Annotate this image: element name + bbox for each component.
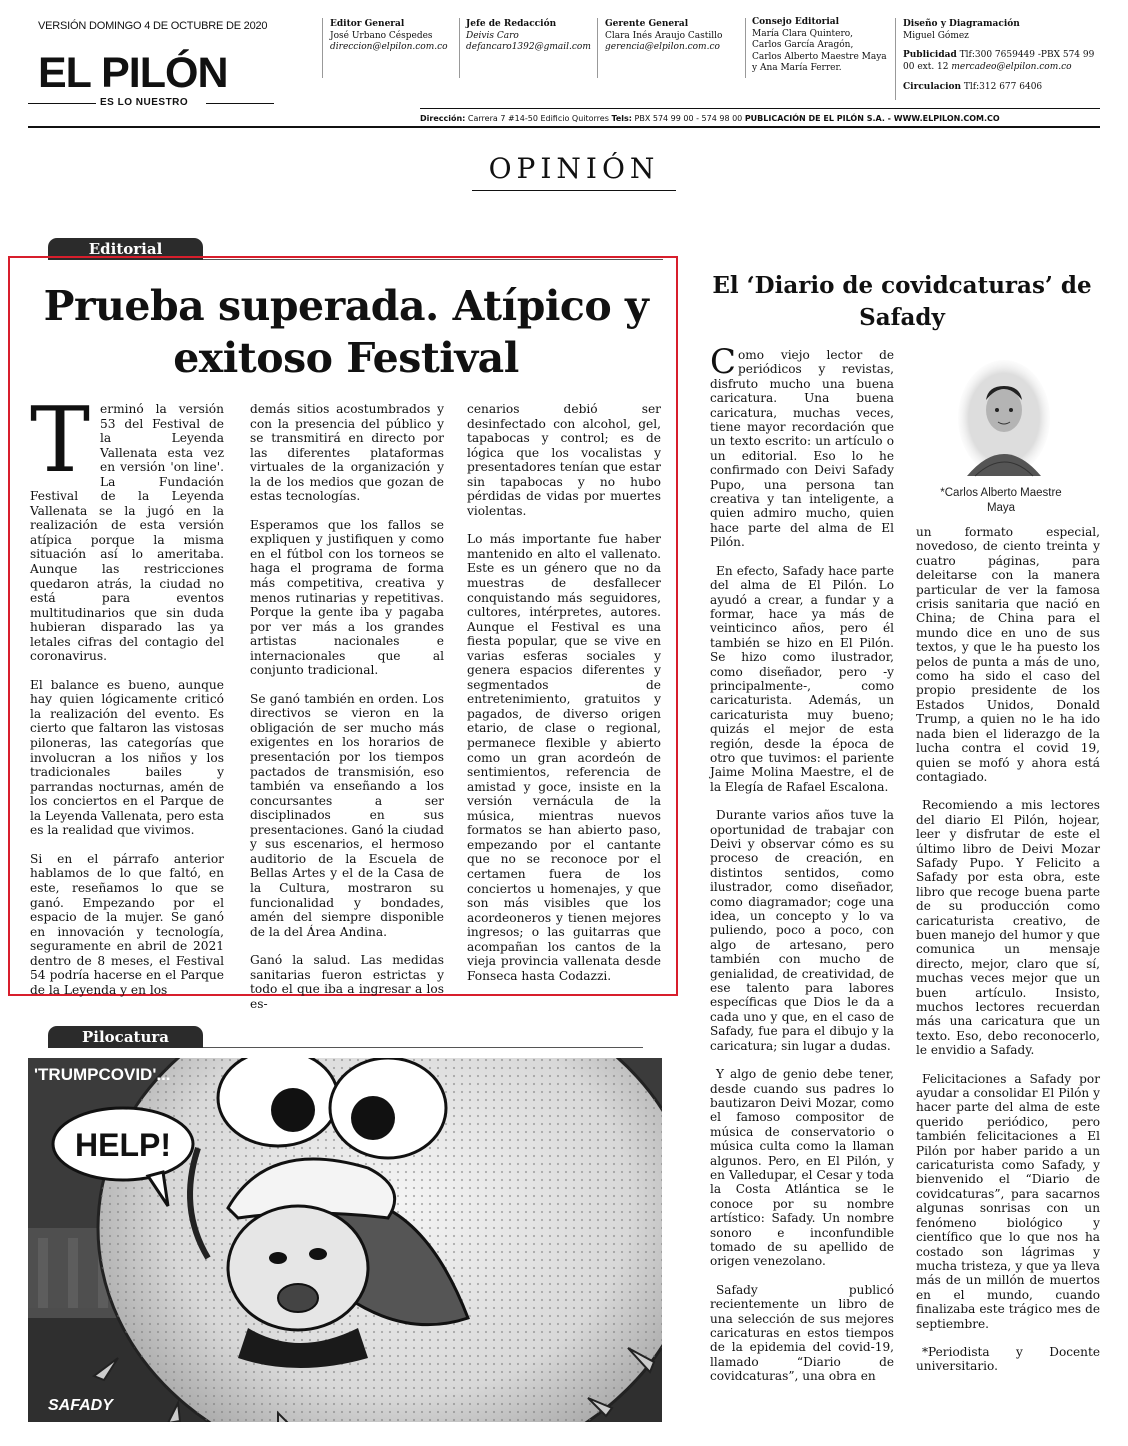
paragraph-text: omo viejo lector de periódicos y revistas, disfruto mucho una buena caricatura. Una buena caricatura, muchas veces, tiene mayor recordación que un texto escrito: un artículo o un editorial. Eso lo he confirmado con Deivi Safady Pupo, una persona tan creativa y tan inteligente, a quien admiro mucho, quien hace parte del alma de El Pilón. <box>710 348 894 550</box>
staff-role: Consejo Editorial <box>752 17 840 27</box>
cartoon-illustration <box>28 1058 662 1422</box>
staff-name: Miguel Gómez <box>903 30 969 41</box>
staff-email[interactable]: direccion@elpilon.com.co <box>330 42 448 52</box>
cartoon-tab-line <box>203 1047 643 1048</box>
slogan: ES LO NUESTRO <box>100 97 189 108</box>
staff-role: Gerente General <box>605 19 689 29</box>
author-caption-name: *Carlos Alberto Maestre <box>940 487 1062 499</box>
staff-divider <box>745 18 746 78</box>
publicidad-label: Publicidad <box>903 50 957 60</box>
staff-manager <box>605 19 745 54</box>
editorial-headline: Prueba superada. Atípico y exitoso Festival <box>43 282 649 382</box>
newspaper-logo[interactable]: EL PILÓN <box>38 49 228 97</box>
paragraph: cenarios debió ser desinfectado con alcohol, gel, tapabocas y control; es de lógica que los vocalistas y presentadores tenían que estar sin tapabocas y no hubo pérdidas de vidas por muertes violentas. <box>467 402 661 518</box>
address-text: Carrera 7 #14-50 Edificio Quitorres <box>467 114 609 123</box>
column-text-left <box>710 342 894 1398</box>
paragraph: Lo más importante fue haber mantenido en alto el vallenato. Este es un género que no da muestras de desfallecer conquistando más seguidores, cultores, intérpretes, autores. Aunque el Festival es una fiesta popular, que se vive en varias esferas sociales y genera espacios diferentes y segmentados de entretenimiento, gratuitos y pagados, de diverso origen etario, de clase o regional, permanece flexible y abierto como un gran acordeón de sentimientos, referencia de amistad y goce, insiste en la versión vernácula de la música, mientras nuevos formatos se han abierto paso, empezando por el cantante que no se reconoce por el certamen fuera de los conciertos u homenajes, y que son más visibles que los acordeoneros y tienen mejores ingresos; o las guitarras que acompañan los cantos de la vieja provincia vallenata desde Fonseca hasta Codazzi. <box>467 532 661 983</box>
cartoonist-signature: SAFADY <box>48 1397 113 1414</box>
editorial-column-1 <box>30 388 224 1011</box>
staff-name: José Urbano Céspedes <box>330 30 433 41</box>
help-bubble-text: HELP! <box>75 1127 171 1163</box>
tels-label: Tels: <box>611 114 632 123</box>
drop-cap: C <box>710 342 737 382</box>
staff-board <box>752 17 897 75</box>
staff-divider <box>459 18 460 78</box>
staff-name: y Ana María Ferrer. <box>752 63 842 73</box>
logo-rule-right <box>206 103 274 104</box>
staff-name: María Clara Quintero, <box>752 28 854 39</box>
staff-name: Clara Inés Araujo Castillo <box>605 30 723 41</box>
publicidad-text: Tlf:300 7659449 -PBX 574 99 00 ext. 12 <box>903 50 1095 72</box>
cartoon-tab: Pilocatura <box>48 1026 203 1048</box>
circulacion-text: Tlf:312 677 6406 <box>963 82 1043 92</box>
section-title-rule <box>472 190 676 191</box>
trumpcovid-cartoon[interactable] <box>28 1058 662 1422</box>
staff-divider <box>597 18 598 78</box>
author-caption-surname: Maya <box>986 502 1016 514</box>
paragraph: Felicitaciones a Safady por ayudar a consolidar El Pilón y hacer parte del alma de este querido periódico, pero también felicitaciones a El Pilón por haber parido a un caricaturista como Safady, y bienvenido el “Diario de covidcaturas”, para sacarnos algunas sonrisas con un fenómeno biológico y científico que lo que nos ha costado son lágrimas y mucha tristeza, y que ya lleva más de un millón de muertos en el mundo, cuando finalizaba este trágico mes de septiembre. <box>916 1071 1100 1331</box>
author-photo <box>957 358 1051 478</box>
staff-role: Editor General <box>330 19 405 29</box>
edition-date: VERSIÓN DOMINGO 4 DE OCTUBRE DE 2020 <box>38 20 268 32</box>
publicidad-line <box>903 50 1103 73</box>
masthead-thin-rule <box>420 108 1100 109</box>
paragraph: Y algo de genio debe tener, desde cuando sus padres lo bautizaron Deivi Mozar, como el famoso compositor de música de conservatorio o música culta como la llaman algunos. Pero, en El Pilón, y en Valledupar, el Cesar y toda la Costa Atlántica se le conoce por su nombre artístico: Safady. Un nombre sonoro e inconfundible tomado de su apellido de origen venezolano. <box>710 1067 894 1269</box>
cartoon-caption: 'TRUMPCOVID'... <box>34 1065 171 1084</box>
paragraph <box>710 342 894 550</box>
tels-text: PBX 574 99 00 - 574 98 00 <box>634 114 743 123</box>
publication-line[interactable]: PUBLICACIÓN DE EL PILÓN S.A. - WWW.ELPILON.COM.CO <box>744 114 1000 123</box>
paragraph: *Periodista y Docente universitario. <box>916 1344 1100 1374</box>
staff-name: Deivis Caro <box>466 30 519 41</box>
paragraph: Ganó la salud. Las medidas sanitarias fueron estrictas y todo el que iba a ingresar a los es- <box>250 953 444 1011</box>
paragraph: un formato especial, novedoso, de ciento treinta y cuatro páginas, para deleitarse con la manera particular de ver la famosa crisis sanitaria que nació en China; de China para el mundo dice en uno de sus textos, y que le ha puesto los pelos de punta a más de uno, como ha sido el caso del propio presidente de los Estados Unidos, Donald Trump, a quien no le ha ido nada bien el liderazgo de la lucha contra el covid 19, quien se mofó y ahora está contagiado. <box>916 525 1100 784</box>
paragraph-text: erminó la versión 53 del Festival de la Leyenda Vallenata esta vez en versión 'on line'. La Fundación Festival de la Leyenda Vallenata se la jugó en la realización de esta versión atípica porque la misma situación así lo ameritaba. Aunque las restricciones quedaron atrás, la ciudad no está para eventos multitudinarios que sin duda hubieran disparado las ya letales cifras del contagio del coronavirus. <box>30 402 224 664</box>
editorial-tab: Editorial <box>48 238 203 260</box>
editorial-column-2 <box>250 402 444 1025</box>
publicidad-email[interactable]: mercadeo@elpilon.com.co <box>951 61 1072 72</box>
staff-divider <box>322 18 323 78</box>
editorial-column-3 <box>467 402 661 997</box>
circulacion-line <box>903 82 1103 94</box>
paragraph: Recomiendo a mis lectores del diario El Pilón, hojear, leer y disfrutar de este el último libro de Deivi Mozar Safady Pupo. Y Felicito a Safady por esta obra, este libro que recoge buena parte de su producción como caricaturista creativo, de buen manejo del humor y que comunica un mensaje directo, mejor, claro que sí, muchas veces mejor que un buen artículo. Insisto, muchos lectores recuerdan más una caricatura que un texto. Eso, debo reconocerlo, le envidio a Safady. <box>916 798 1100 1058</box>
staff-role: Jefe de Redacción <box>466 19 557 29</box>
section-title: OPINIÓN <box>488 152 660 185</box>
column-text-right <box>916 525 1100 1388</box>
staff-email[interactable]: gerencia@elpilon.com.co <box>605 42 720 52</box>
paragraph: Se ganó también en orden. Los directivos se vieron en la obligación de ser mucho más exigentes en los horarios de presentación por los tiempos pactados de transmisión, eso también va enseñando a los concursantes a ser disciplinados en sus presentaciones. Ganó la ciudad y sus escenarios, el hermoso auditorio de la Escuela de Bellas Artes y el de la Casa de la Cultura, mostraron su funcionalidad y bondades, amén del siempre disponible de la del Área Andina. <box>250 691 444 939</box>
paragraph: Durante varios años tuve la oportunidad de trabajar con Deivi y observar cómo es su proceso de creación, en distintos sentidos, como ilustrador, como diseñador, como diagramador; coge una idea, un concepto y lo va puliendo, poco a poco, con algo de artesano, pero también con mucho de genialidad, de creatividad, de ese talento para labores específicas que Dios le da a cada uno y que, en el caso de Safady, fue para el dibujo y la caricatura; sin lugar a dudas. <box>710 808 894 1053</box>
staff-chief <box>466 19 596 54</box>
column-headline: El ‘Diario de covidcaturas’ de Safady <box>712 272 1092 331</box>
address-label: Dirección: <box>420 114 466 123</box>
staff-name: Carlos García Aragón, <box>752 40 854 50</box>
paragraph: En efecto, Safady hace parte del alma de El Pilón. Lo ayudó a crear, a fundar y a formar, hace ya más de veinticinco años, pero él también se hizo en El Pilón. Se hizo como ilustrador, como diseñador, pero -y principalmente-, como caricaturista. Además, un caricaturista muy bueno; quizás el mejor de esta región, desde la época de otro que tuvimos: el pariente Jaime Molina Maestre, el de la Elegía de Rafael Escalona. <box>710 563 894 794</box>
staff-email[interactable]: defancaro1392@gmail.com <box>466 42 591 52</box>
staff-name: Carlos Alberto Maestre Maya <box>752 51 887 62</box>
paragraph: El balance es bueno, aunque hay quien lógicamente criticó la realización del evento. Es cierto que faltaron las vistosas piloneras, las categorías que involucran a los niños y los tradicionales bailes y parrandas nocturnas, amén de los conciertos en el Parque de la Leyenda Vallenata, pero esta es la realidad que vivimos. <box>30 677 224 838</box>
masthead-bottom-rule <box>28 126 1100 128</box>
paragraph: Si en el párrafo anterior hablamos de lo que faltó, en este, reseñamos lo que se ganó. Empezando por el espacio de la mujer. Se ganó en innovación y tecnología, seguramente en abril de 2021 dentro de 8 meses, el Festival 54 podría hacerse en el Parque de la Leyenda y en los <box>30 851 224 997</box>
paragraph: Esperamos que los fallos se expliquen y justifiquen y como en el fútbol con los torneos se haga el programa de forma más competitiva, creativa y menos rutinarias y repetitivas. Porque la gente iba y pagaba por ver más a los grandes artistas nacionales e internacionales que al conjunto tradicional. <box>250 517 444 678</box>
staff-design <box>903 19 1103 94</box>
paragraph <box>30 388 224 664</box>
logo-rule-left <box>28 103 96 104</box>
staff-role: Diseño y Diagramación <box>903 19 1020 29</box>
circulacion-label: Circulacion <box>903 82 962 92</box>
staff-editor <box>330 19 460 54</box>
drop-cap: T <box>30 388 91 493</box>
address-bar <box>420 114 1000 123</box>
author-caption <box>920 486 1082 516</box>
staff-divider <box>895 18 896 100</box>
paragraph: Safady publicó recientemente un libro de una selección de sus mejores caricaturas en estos tiempos de la epidemia del covid-19, llamado “Diario de covidcaturas”, una obra en <box>710 1282 894 1384</box>
paragraph: demás sitios acostumbrados y con la presencia del público y se transmitirá en directo por las diferentes plataformas virtuales de la organización y la de los medios que gozan de estas tecnologías. <box>250 402 444 504</box>
